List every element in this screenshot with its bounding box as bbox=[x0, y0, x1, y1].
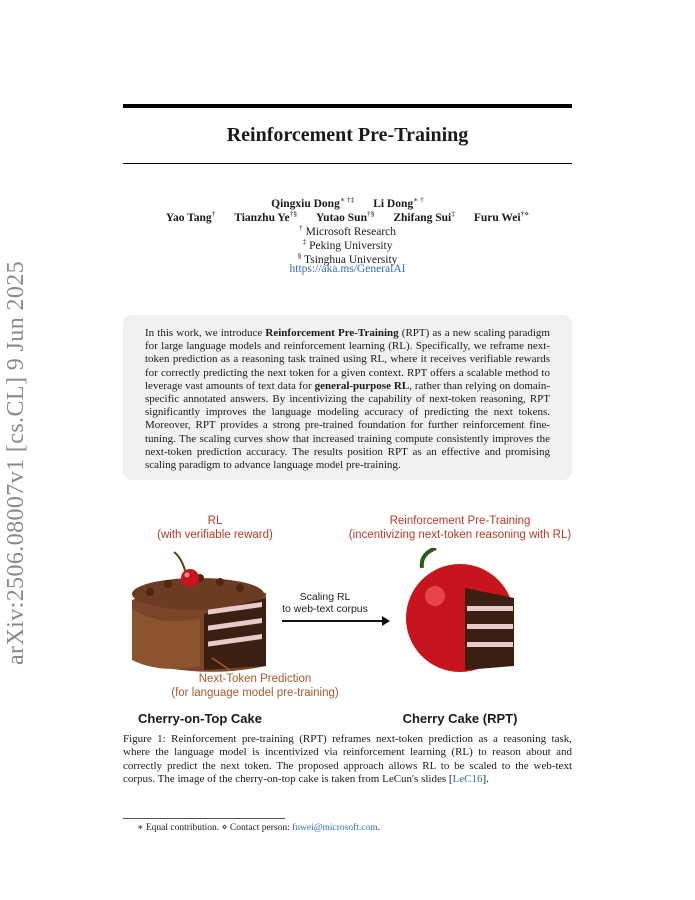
author: Yutao Sun†§ bbox=[315, 209, 375, 224]
left-figure-caption: Cherry-on-Top Cake bbox=[138, 711, 262, 726]
author: Qingxiu Dong∗ †‡ bbox=[271, 195, 355, 210]
authors-row-2 bbox=[123, 209, 572, 224]
author: Furu Wei†⋄ bbox=[473, 209, 530, 224]
title-top-rule bbox=[123, 104, 572, 108]
scaling-label: Scaling RL to web-text corpus bbox=[282, 591, 368, 615]
chocolate-cake-image bbox=[132, 552, 266, 672]
paper-title: Reinforcement Pre-Training bbox=[226, 124, 469, 146]
rl-label: RL (with verifiable reward) bbox=[157, 515, 273, 541]
authors-row-1 bbox=[123, 195, 572, 210]
footnote-rule bbox=[123, 818, 285, 819]
footnote: ∗ Equal contribution. ⋄ Contact person: fuwei@microsoft.com. bbox=[137, 823, 381, 833]
contact-email[interactable]: fuwei@microsoft.com bbox=[292, 823, 378, 833]
arxiv-identifier: arXiv:2506.08007v1 [cs.CL] 9 Jun 2025 bbox=[3, 260, 29, 665]
author: Tianzhu Ye†§ bbox=[234, 209, 298, 224]
rpt-label: Reinforcement Pre-Training (incentivizing next-token reasoning with RL) bbox=[348, 515, 572, 541]
author: Yao Tang† bbox=[165, 209, 216, 224]
author: Li Dong∗ † bbox=[373, 195, 424, 210]
author: Zhifang Sui‡ bbox=[393, 209, 455, 224]
affiliation: § Tsinghua University bbox=[297, 251, 398, 266]
affiliation: † Microsoft Research bbox=[299, 223, 396, 238]
abstract-box: In this work, we introduce Reinforcement Pre-Training (RPT) as a new scaling paradigm for large language models and reinforcement learning (RL). Specifically, we reframe next-token prediction as a reasoning task trained using RL, where it receives verifiable rewards for correctly predicting the next token for a given context. RPT offers a scalable method to leverage vast amounts of text data for general-purpose RL, rather than relying on domain-specific annotated answers. By incentivizing the capability of next-token reasoning, RPT significantly improves the language modeling accuracy of predicting the next tokens. Moreover, RPT provides a strong pre-trained foundation for further reinforcement fine-tuning. The scaling curves show that increased training compute consistently improves the next-token prediction accuracy. The results position RPT as an effective and promising scaling paradigm to advance language model pre-training. bbox=[123, 315, 572, 480]
group-link[interactable]: https://aka.ms/GeneralAI bbox=[289, 263, 406, 275]
ntp-label: Next-Token Prediction (for language model pre-training) bbox=[171, 673, 339, 699]
right-figure-caption: Cherry Cake (RPT) bbox=[402, 711, 518, 726]
affiliation: ‡ Peking University bbox=[302, 237, 393, 252]
figure-caption: Figure 1: Reinforcement pre-training (RPT) reframes next-token prediction as a reasoning task, where the language model is incentivized via reinforcement learning (RL) to reason about and correctly predict the next token. The proposed approach allows RL to be scaled to the web-text corpus. The image of the cherry-on-top cake is taken from LeCun's slides [LeC16]. bbox=[123, 733, 572, 786]
citation-link[interactable]: LeC16 bbox=[452, 773, 483, 786]
title-bottom-rule bbox=[123, 163, 572, 164]
cherry-cake-image bbox=[406, 548, 514, 672]
